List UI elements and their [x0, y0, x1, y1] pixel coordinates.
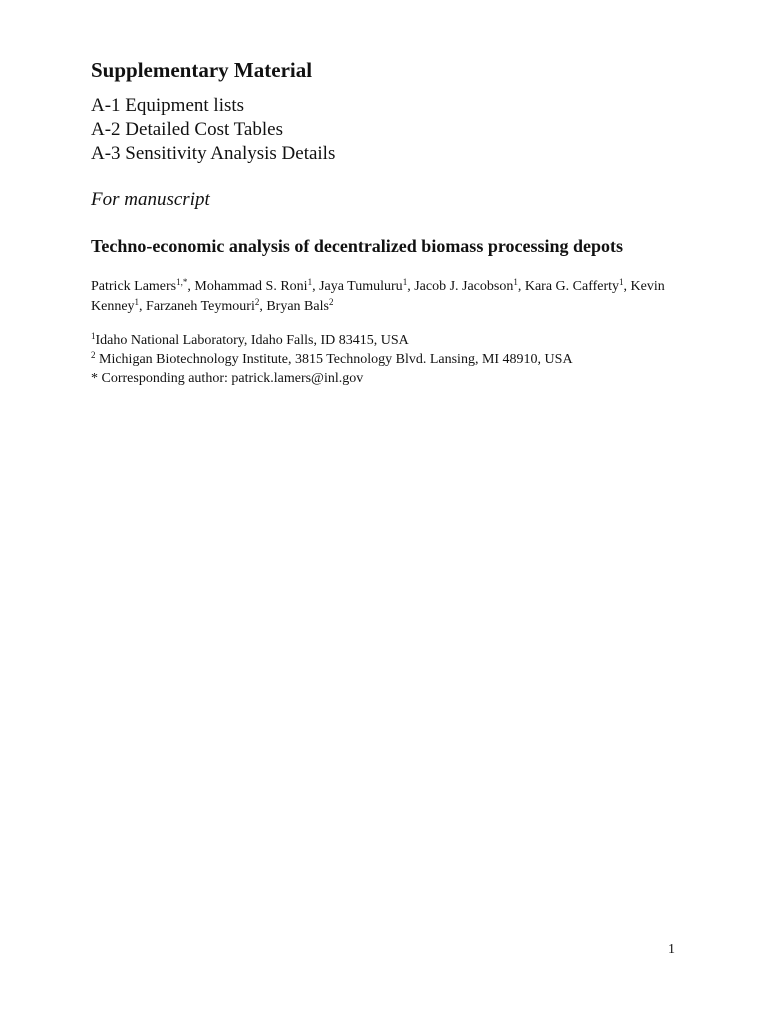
author-affiliation-mark: 1: [134, 297, 140, 307]
author-separator: ,: [139, 299, 147, 314]
affiliation-2: [91, 350, 691, 369]
author-affiliation-mark: 2: [328, 297, 334, 307]
page-number: 1: [668, 942, 675, 957]
contents-item-a1: A-1 Equipment lists: [91, 95, 245, 116]
affiliation-list: [91, 331, 691, 388]
author: [414, 279, 525, 294]
author-affiliation-mark: 1: [513, 277, 518, 287]
for-manuscript-label: For manuscript: [91, 189, 210, 210]
page-content: [91, 56, 691, 388]
paper-title: Techno-economic analysis of decentralized biomass processing depots: [91, 236, 624, 256]
author-separator: ,: [187, 279, 195, 294]
author-name: Kara G. Cafferty: [524, 279, 620, 294]
contents-list: [91, 94, 691, 166]
affiliation-text: Michigan Biotechnology Institute, 3815 Technology Blvd. Lansing, MI 48910, USA: [99, 352, 573, 367]
author-name: Patrick Lamers: [91, 279, 177, 294]
contents-item-a2: A-2 Detailed Cost Tables: [91, 119, 283, 140]
author-affiliation-mark: 1: [307, 277, 313, 287]
author-affiliation-mark: 1: [619, 277, 624, 287]
author-separator: ,: [259, 299, 267, 314]
author-affiliation-mark: 2: [254, 297, 260, 307]
corresponding-author: * Corresponding author: patrick.lamers@inl.gov: [91, 371, 364, 386]
page-title: Supplementary Material: [91, 58, 313, 82]
author-name: Jacob J. Jacobson: [414, 279, 514, 294]
author-separator: ,: [312, 279, 320, 294]
author-name: Jaya Tumuluru: [319, 279, 403, 294]
author-separator: ,: [623, 279, 631, 294]
author-name: Farzaneh Teymouri: [146, 299, 255, 314]
author-separator: ,: [407, 279, 415, 294]
contents-item-a3: A-3 Sensitivity Analysis Details: [91, 143, 336, 164]
affiliation-mark: 2: [91, 350, 96, 360]
author-name: Bryan Bals: [266, 299, 329, 314]
author-separator: ,: [517, 279, 525, 294]
author: [91, 279, 194, 294]
affiliation-1: [91, 331, 691, 350]
author-name: Kevin Kenney: [91, 279, 665, 314]
author-name: Mohammad S. Roni: [194, 279, 308, 294]
affiliation-text: Idaho National Laboratory, Idaho Falls, ID 83415, USA: [95, 333, 409, 348]
author: [266, 299, 333, 314]
author: [319, 279, 414, 294]
author-list: [91, 277, 681, 317]
affiliation-mark: 1: [91, 331, 96, 341]
author: [525, 279, 631, 294]
author-affiliation-mark: 1,*: [176, 277, 188, 287]
author: [146, 299, 266, 314]
author: [194, 279, 319, 294]
author-affiliation-mark: 1: [402, 277, 408, 287]
